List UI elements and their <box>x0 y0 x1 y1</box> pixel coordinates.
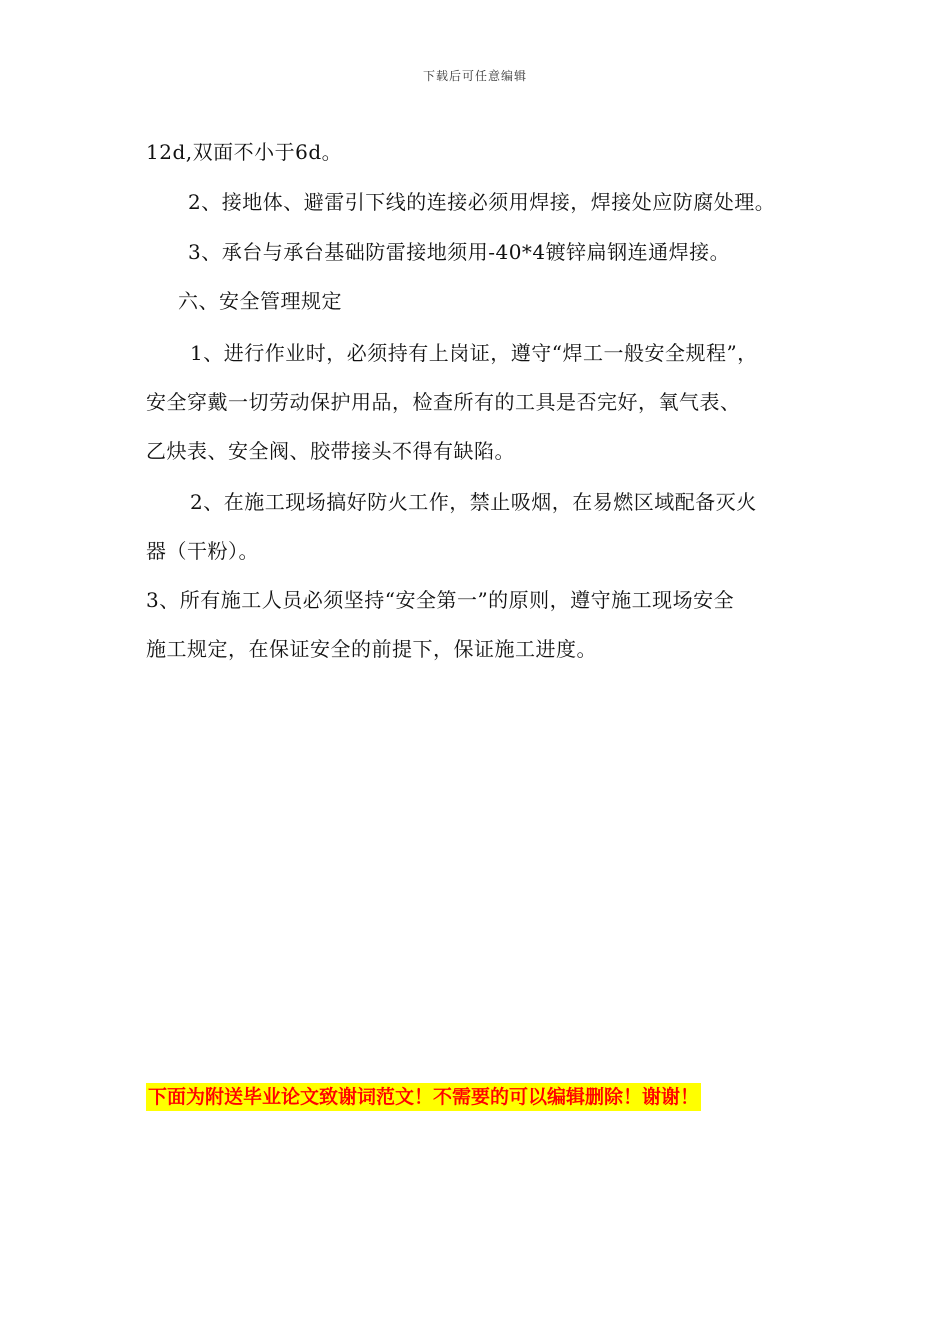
section-heading: 六、安全管理规定 <box>178 289 342 313</box>
paragraph-line: 2、接地体、避雷引下线的连接必须用焊接，焊接处应防腐处理。 <box>188 190 776 214</box>
paragraph-line: 12d,双面不小于6d。 <box>146 140 343 164</box>
highlighted-notice: 下面为附送毕业论文致谢词范文！不需要的可以编辑删除！谢谢！ <box>146 1083 701 1111</box>
paragraph-line: 1、进行作业时，必须持有上岗证，遵守“焊工一般安全规程”， <box>190 341 758 365</box>
paragraph-line: 3、所有施工人员必须坚持“安全第一”的原则，遵守施工现场安全 <box>146 588 735 612</box>
paragraph-line: 施工规定，在保证安全的前提下，保证施工进度。 <box>146 637 597 661</box>
paragraph-line: 安全穿戴一切劳动保护用品，检查所有的工具是否完好，氧气表、 <box>146 390 741 414</box>
paragraph-line: 器（干粉）。 <box>146 539 259 563</box>
page-header: 下载后可任意编辑 <box>422 69 527 83</box>
paragraph-line: 2、在施工现场搞好防火工作，禁止吸烟，在易燃区域配备灭火 <box>190 490 757 514</box>
paragraph-line: 3、承台与承台基础防雷接地须用-40*4镀锌扁钢连通焊接。 <box>188 240 731 264</box>
paragraph-line: 乙炔表、安全阀、胶带接头不得有缺陷。 <box>146 439 515 463</box>
